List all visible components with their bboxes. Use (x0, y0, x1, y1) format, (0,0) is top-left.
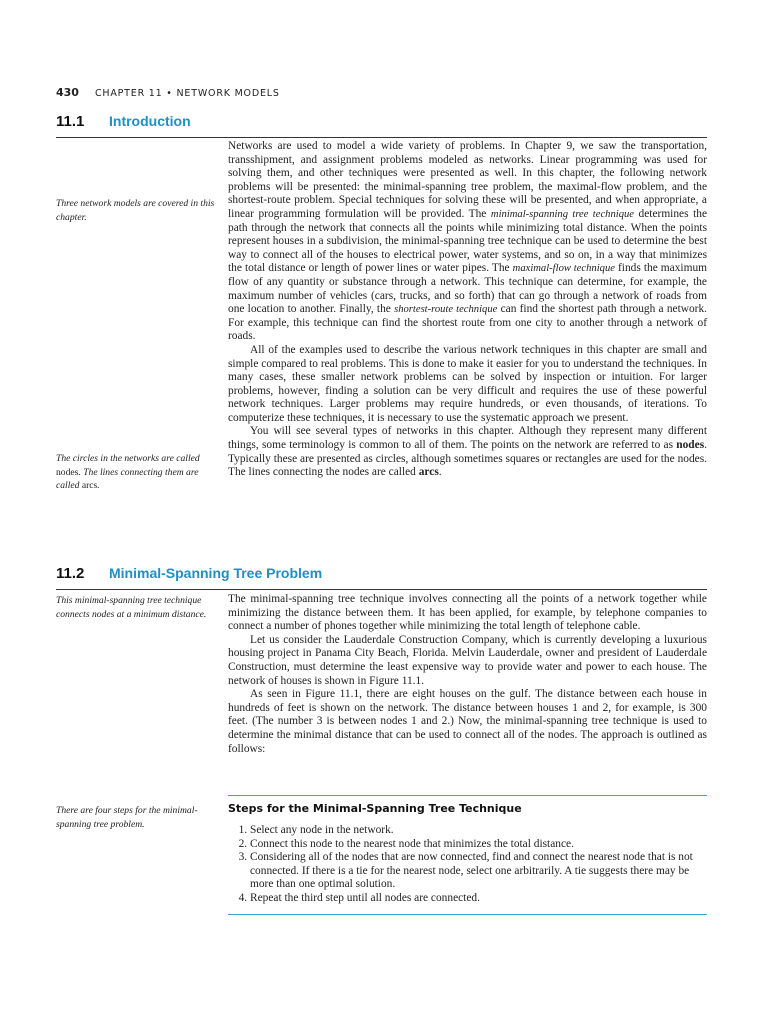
step-item: 4. Repeat the third step until all nodes are connected. (250, 892, 707, 906)
paragraph: The minimal-spanning tree technique involves connecting all the points of a network together while minimizing the distance between them. It has been applied, for example, by telephone companies to connect a number of phones together while minimizing the total length of telephone cable. (228, 593, 707, 633)
margin-note: Three network models are covered in this chapter. (56, 198, 215, 223)
term: minimal-spanning tree technique (490, 208, 634, 220)
paragraph: Networks are used to model a wide variety of problems. In Chapter 9, we saw the transportation, transshipment, and assignment problems modeled as networks. Linear programming was used for solving them, and other techniques were presented as well. In this chapter, the following network problems will be presented: the minimal-spanning tree problem, the maximal-flow problem, and the shortest-route problem. Special techniques for solving these will be presented, and when appropriate, a linear programming formulation will be provided. The minimal-spanning tree technique determines the path through the network that connects all the points while minimizing total distance. When the points represent houses in a subdivision, the minimal-spanning tree technique can be used to determine the best way to connect all of the houses to electrical power, water systems, and so on, in a way that minimizes the total distance or length of power lines or water pipes. The maximal-flow technique finds the maximum flow of any quantity or substance through a network. This technique can determine, for example, the maximum number of vehicles (cars, trucks, and so forth) that can go through a network of roads from one location to another. Finally, the shortest-route technique can find the shortest path through a network. For example, this technique can find the shortest route from one city to another through a network of roads. (228, 140, 708, 343)
paragraph: You will see several types of networks in this chapter. Although they represent many different things, some terminology is common to all of them. The points on the network are referred to as nodes. Typically these are presented as circles, although sometimes squares or rectangles are used for the nodes. The lines connecting the nodes are called arcs. (228, 425, 707, 479)
term: shortest-route technique (394, 304, 498, 316)
section-heading-11-1 (56, 113, 707, 138)
page-number: 430 (56, 86, 79, 99)
section-1-body (228, 140, 707, 480)
paragraph: Let us consider the Lauderdale Construction Company, which is currently developing a luxurious housing project in Panama City Beach, Florida. Melvin Lauderdale, owner and president of Lauderdale Construction, must determine the least expensive way to provide water and power to each house. The network of houses is shown in Figure 11.1. (228, 633, 707, 687)
steps-box-title: Steps for the Minimal-Spanning Tree Technique (228, 802, 522, 815)
section-heading-11-2 (56, 565, 707, 590)
margin-note: The circles in the networks are called nodes. The lines connecting them are called arcs. (56, 453, 200, 491)
section-title: Minimal-Spanning Tree Problem (109, 565, 323, 581)
step-item: 3. Considering all of the nodes that are now connected, find and connect the nearest node that is not connected. If there is a tie for the nearest node, select one arbitrarily. A tie suggests there may be more than one optimal solution. (250, 851, 707, 892)
step-item: 2. Connect this node to the nearest node that minimizes the total distance. (250, 838, 707, 852)
steps-list (228, 824, 707, 906)
running-header (56, 86, 280, 99)
paragraph: All of the examples used to describe the various network techniques in this chapter are small and simple compared to real problems. This is done to make it easier for you to understand the techniques. In many cases, these smaller network problems can be solved by inspection or intuition. For larger problems, however, finding a solution can be very difficult and requires the use of these powerful network techniques. Larger problems may require hundreds, or even thousands, of iterations. To computerize these techniques, it is necessary to use the systematic approach we present. (228, 343, 707, 424)
step-item: 1. Select any node in the network. (250, 824, 707, 838)
term: maximal-flow technique (512, 263, 615, 275)
steps-box (228, 795, 707, 915)
section-number: 11.1 (56, 113, 85, 130)
section-2-body (228, 593, 707, 756)
paragraph: As seen in Figure 11.1, there are eight houses on the gulf. The distance between each house in hundreds of feet is shown on the network. The distance between houses 1 and 2, for example, is 300 feet. (The number 3 is between nodes 1 and 2.) Now, the minimal-spanning tree technique is used to determine the minimal distance that can be used to connect all of the nodes. The approach is outlined as follows: (228, 688, 707, 755)
section-number: 11.2 (56, 565, 85, 582)
margin-note: This minimal-spanning tree technique connects nodes at a minimum distance. (56, 595, 207, 620)
margin-note: There are four steps for the minimal-spanning tree problem. (56, 805, 198, 830)
section-title: Introduction (109, 113, 191, 129)
running-head: CHAPTER 11 • NETWORK MODELS (94, 88, 280, 99)
